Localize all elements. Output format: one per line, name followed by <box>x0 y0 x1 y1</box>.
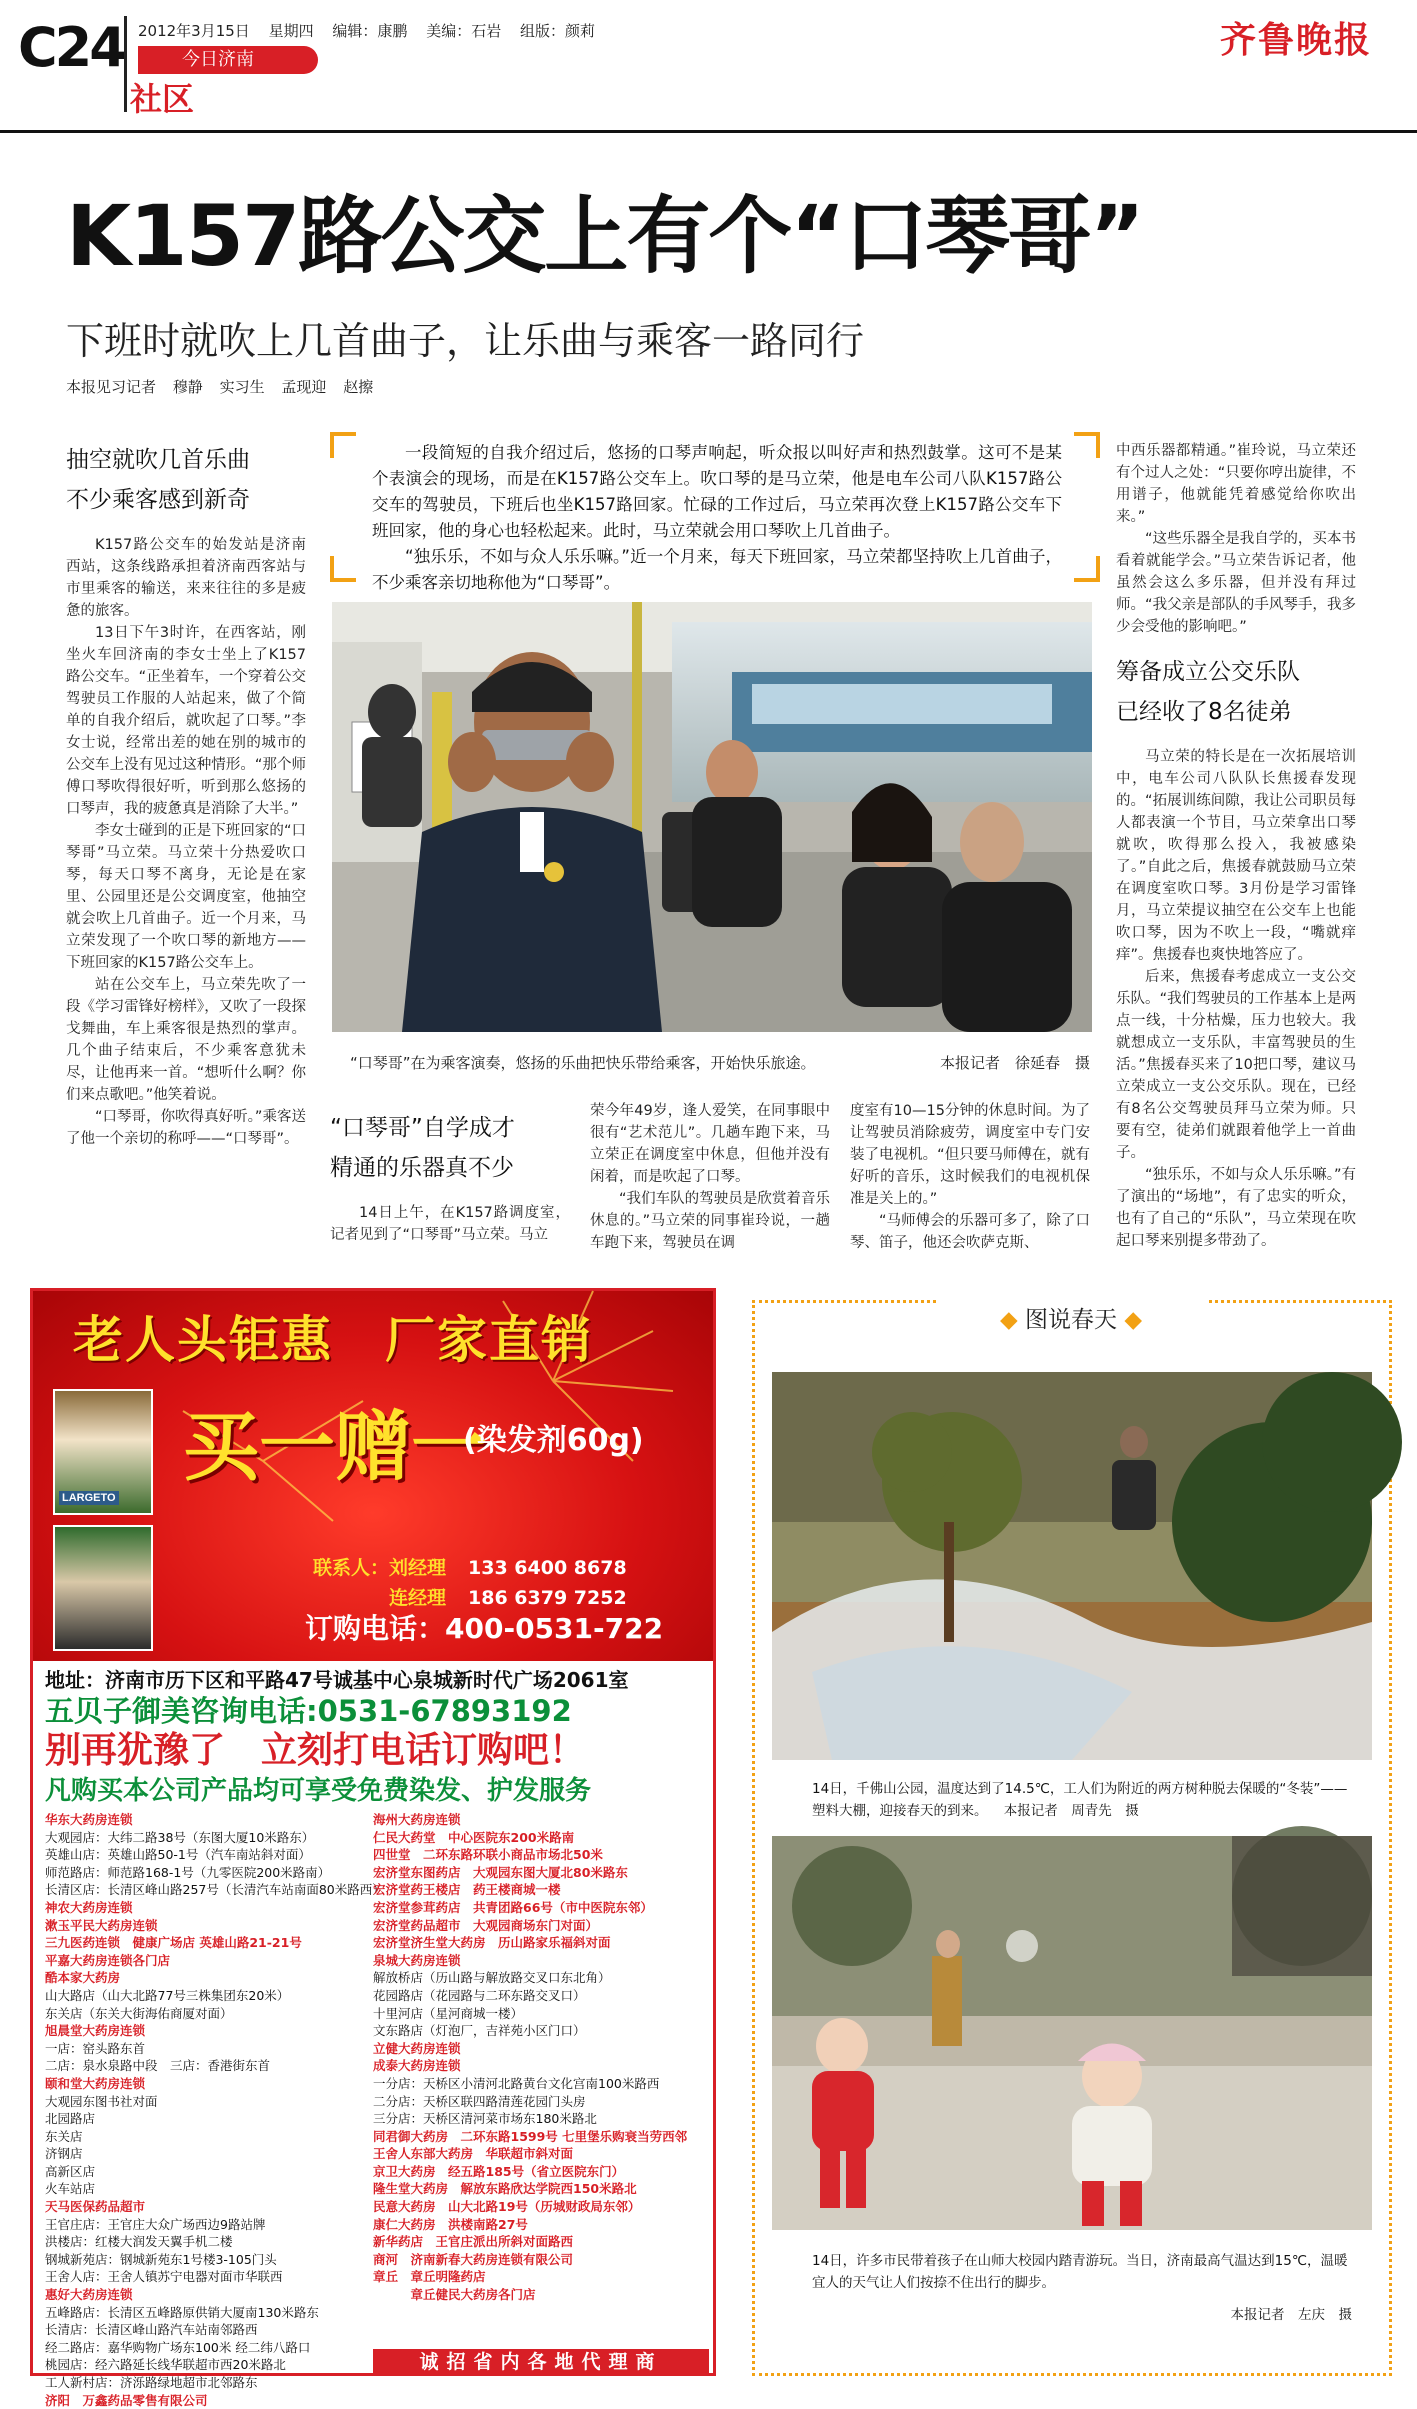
body-paragraph: 马立荣的特长是在一次拓展培训中，电车公司八队队长焦援春发现的。“拓展训练间隙，我让公司职员每人都表演一个节目，马立荣拿出口琴就吹，吹得那么投入，我被感染了。”自此之后，焦援春就鼓励马立荣在调度室吹口琴。3月份是学习雷锋月，马立荣提议抽空在公交车上也能吹口琴，因为不吹上一段，“嘴就痒痒”。焦援春也爽快地答应了。 <box>1116 749 1356 963</box>
store-chain-name: 商河 济南新春大药房连锁有限公司 <box>373 2251 574 2267</box>
store-chain-name: 仁民大药堂 中心医院东200米路南 <box>373 1829 575 1845</box>
ad-consult-phone: 五贝子御美咨询电话:0531-67893192 <box>45 1694 572 1728</box>
product-brand: LARGETO <box>59 1491 119 1505</box>
store-address: 工人新村店：济泺路绿地超市北邻路东 <box>45 2375 258 2390</box>
ad-free-service: 凡购买本公司产品均可享受免费染发、护发服务 <box>45 1776 592 1806</box>
issue-date: 2012年3月15日 <box>138 22 250 40</box>
park-photo <box>772 1372 1372 1760</box>
store-address: 济钢店 <box>45 2146 83 2162</box>
store-chain-name: 惠好大药房连锁 <box>45 2287 133 2303</box>
body-paragraph: “马师傅会的乐器可多了，除了口琴、笛子，他还会吹萨克斯、 <box>850 1213 1090 1251</box>
park-photo-caption <box>812 1778 1352 1822</box>
bus-photo-illustration <box>332 602 1092 1032</box>
store-address: 经二路店：嘉华购物广场东100米 经二纬八路口 <box>45 2339 311 2355</box>
article-column-2 <box>330 1108 570 1246</box>
intro-paragraph: 一段简短的自我介绍过后，悠扬的口琴声响起，听众报以叫好声和热烈鼓掌。这可不是某个表演会的现场，而是在K157路公交车上。吹口琴的是马立荣，他是电车公司八队K157路公交车的驾驶员，下班后也坐K157路回家。忙碌的工作过后，马立荣再次登上K157路公交车下班回家，他的身心也轻松起来。此时，马立荣就会用口琴吹上几首曲子。 <box>372 443 1062 540</box>
product-box-image <box>53 1525 153 1651</box>
product-box-image <box>53 1389 153 1515</box>
body-paragraph: “独乐乐，不如与众人乐乐嘛。”有了演出的“场地”，有了忠实的听众，也有了自己的“乐队”，马立荣现在吹起口琴来别提多带劲了。 <box>1116 1167 1356 1249</box>
body-paragraph: “口琴哥，你吹得真好听。”乘客送了他一个亲切的称呼——“口琴哥”。 <box>66 1109 306 1147</box>
store-chain-name: 成泰大药房连锁 <box>373 2058 461 2074</box>
store-address: 高新区店 <box>45 2163 96 2179</box>
caption-text: 14日，许多市民带着孩子在山师大校园内踏青游玩。当日，济南最高气温达到15℃，温暖宜人的天气让人们按捺不住出行的脚步。 <box>812 2253 1348 2291</box>
ad-contacts <box>313 1553 627 1583</box>
page-number: C24 <box>18 16 124 79</box>
article-byline <box>66 376 385 397</box>
body-paragraph: K157路公交车的始发站是济南西站，这条线路承担着济南西客站与市里乘客的输送，来来往往的多是疲惫的旅客。 <box>66 537 306 619</box>
layout-editor-credit: 组版：颜莉 <box>519 22 595 40</box>
store-chain-name: 康仁大药房 洪楼南路27号 <box>373 2216 528 2232</box>
store-address: 洪楼店：红楼大润发天翼手机二楼 <box>45 2234 233 2250</box>
contact-label: 联系人：刘经理 <box>313 1557 447 1579</box>
store-address: 大观园店：大纬二路38号（东图大厦10米路东） <box>45 1829 315 1845</box>
store-chain-name: 海州大药房连锁 <box>373 1812 461 1827</box>
store-address: 花园路店（花园路与二环东路交叉口） <box>373 1987 586 2003</box>
store-chain-name: 天马医保药品超市 <box>45 2199 146 2215</box>
art-editor-credit: 美编：石岩 <box>426 22 502 40</box>
intro-bracket <box>330 556 356 582</box>
body-paragraph: “这些乐器全是我自学的，买本书看着就能学会。”马立荣告诉记者，他虽然会这么多乐器，但并没有拜过师。“我父亲是部队的手风琴手，我多少会受他的影响吧。” <box>1116 531 1356 635</box>
store-chain-name: 宏济堂东图药店 大观园东图大厦北80米路东 <box>373 1864 628 1880</box>
caption-text: “口琴哥”在为乘客演奏，悠扬的乐曲把快乐带给乘客，开始快乐旅途。 <box>350 1054 816 1072</box>
store-chain-name: 漱玉平民大药房连锁 <box>45 1917 158 1933</box>
body-paragraph: “我们车队的驾驶员是欣赏着音乐休息的。”马立荣的同事崔玲说，一趟车跑下来，驾驶员在调 <box>590 1191 830 1251</box>
byline-author: 孟现迎 <box>281 378 327 396</box>
section-tag: 今日济南 <box>138 46 318 74</box>
ad-promo-note: (染发剂60g) <box>463 1423 644 1458</box>
ad-order-phone: 订购电话：400-0531-722 <box>305 1612 664 1645</box>
store-address: 山大路店（山大北路77号三株集团东20米） <box>45 1987 290 2003</box>
ad-title: 老人头钜惠 厂家直销 <box>73 1311 593 1369</box>
store-chain-name: 三九医药连锁 健康广场店 英雄山路21-21号 <box>45 1935 302 1951</box>
store-address: 火车站店 <box>45 2181 96 2197</box>
intro-bracket <box>1074 556 1100 582</box>
column-subhead: 已经收了8名徒弟 <box>1116 699 1292 725</box>
store-chain-name: 泉城大药房连锁 <box>373 1952 461 1968</box>
picture-feature-title <box>936 1300 1206 1340</box>
store-chain-name: 宏济堂参茸药店 共青团路66号（市中医院东邻） <box>373 1899 653 1915</box>
bus-photo <box>332 602 1092 1032</box>
store-address: 英雄山店：英雄山路50-1号（汽车南站斜对面） <box>45 1847 311 1863</box>
campus-photo-caption <box>812 2250 1352 2326</box>
store-chain-name: 宏济堂济生堂大药房 历山路家乐福斜对面 <box>373 1935 611 1951</box>
photo-credit: 本报记者 左庆 摄 <box>1230 2307 1352 2323</box>
campus-photo-illustration <box>772 1836 1372 2230</box>
store-address: 东关店 <box>45 2128 83 2144</box>
store-list-left <box>45 1811 385 2409</box>
byline-role: 本报见习记者 <box>66 378 157 396</box>
store-chain-name: 酷本家大药房 <box>45 1970 121 1986</box>
store-address: 一分店：天桥区小清河北路黄台文化宫南100米路西 <box>373 2075 660 2091</box>
store-chain-name: 旭晨堂大药房连锁 <box>45 2023 146 2039</box>
store-address: 解放桥店（历山路与解放路交叉口东北角） <box>373 1970 611 1986</box>
article-column-5 <box>1116 440 1356 1252</box>
diamond-icon: ◆ <box>1124 1307 1143 1333</box>
article-column-1 <box>66 440 306 1150</box>
column-subhead: 筹备成立公交乐队 <box>1116 659 1300 685</box>
store-address: 文东路店（灯泡厂，吉祥苑小区门口） <box>373 2023 586 2039</box>
store-address: 王舍人店：王舍人镇苏宁电器对面市华联西 <box>45 2269 283 2285</box>
store-address: 三分店：天桥区清河菜市场东180米路北 <box>373 2111 597 2127</box>
body-paragraph: 13日下午3时许，在西客站，刚坐火车回济南的李女士坐上了K157路公交车。“正坐着车，一个穿着公交驾驶员工作服的人站起来，做了个简单的自我介绍后，就吹起了口琴。”李女士说，经常出差的她在别的城市的公交车上没有见过这种情形。“那个师傅口琴吹得很好听，听到那么悠扬的口琴声，我的疲惫真是消除了大半。” <box>66 625 306 817</box>
store-address: 五峰路店：长清区五峰路原供销大厦南130米路东 <box>45 2304 319 2320</box>
article-column-4 <box>850 1100 1090 1254</box>
store-address: 东关店（东关大街海佑商厦对面） <box>45 2005 233 2021</box>
store-chain-name: 章丘 章丘明隆药店 <box>373 2269 486 2285</box>
campus-photo <box>772 1836 1372 2230</box>
store-chain-name: 同君御大药房 二环东路1599号 七里堡乐购衰当劳西邻 <box>373 2128 688 2144</box>
column-subhead: 不少乘客感到新奇 <box>66 487 250 513</box>
intro-bracket <box>1074 432 1100 458</box>
article-subheadline: 下班时就吹上几首曲子，让乐曲与乘客一路同行 <box>66 319 865 363</box>
contact-label: 连经理 <box>389 1587 447 1609</box>
store-address: 二店：泉水泉路中段 三店：香港街东首 <box>45 2058 271 2074</box>
store-address: 长清区店：长清区峰山路257号（长清汽车站南面80米路西） <box>45 1882 385 1898</box>
body-paragraph: 后来，焦援春考虑成立一支公交乐队。“我们驾驶员的工作基本上是两点一线，十分枯燥，压力也较大。我就想成立一支乐队，丰富驾驶员的生活。”焦援春买来了10把口琴，建议马立荣成立一支公交乐队。现在，已经有8名公交驾驶员拜马立荣为师。只要有空，徒弟们就跟着他学上一首曲子。 <box>1116 969 1356 1161</box>
store-address: 一店：窑头路东首 <box>45 2040 146 2056</box>
column-subhead: 抽空就吹几首乐曲 <box>66 447 250 473</box>
store-list-right <box>373 1811 687 2304</box>
issue-meta <box>138 20 609 41</box>
store-chain-name: 京卫大药房 经五路185号（省立医院东门） <box>373 2163 625 2179</box>
store-address: 北园路店 <box>45 2111 96 2127</box>
contact-phone: 186 6379 7252 <box>468 1587 627 1609</box>
store-chain-name: 王舍人东部大药房 华联超市斜对面 <box>373 2146 574 2162</box>
store-chain-name: 平嘉大药房连锁各门店 <box>45 1952 171 1968</box>
byline-role: 实习生 <box>219 378 265 396</box>
store-chain-name: 立健大药房连锁 <box>373 2040 461 2056</box>
header-rule <box>0 130 1417 133</box>
body-paragraph: 中西乐器都精通。”崔玲说，马立荣还有个过人之处：“只要你哼出旋律，不用谱子，他就能凭着感觉给你吹出来。” <box>1116 443 1356 525</box>
body-paragraph: 站在公交车上，马立荣先吹了一段《学习雷锋好榜样》，又吹了一段探戈舞曲，车上乘客很是热烈的掌声。几个曲子结束后，不少乘客意犹未尽，让他再来一首。“想听什么啊？你们来点歌吧。”他笑着说。 <box>66 977 306 1103</box>
body-paragraph: 度室有10—15分钟的休息时间。为了让驾驶员消除疲劳，调度室中专门安装了电视机。“但只要马师傅在，就有好听的音乐，这时候我们的电视机保准是关上的。” <box>850 1103 1090 1207</box>
body-paragraph: 李女士碰到的正是下班回家的“口琴哥”马立荣。马立荣十分热爱吹口琴，每天口琴不离身，无论是在家里、公园里还是公交调度室，他抽空就会吹上几首曲子。近一个月来，马立荣发现了一个吹口琴的新地方——下班回家的K157路公交车上。 <box>66 823 306 971</box>
byline-author: 穆静 <box>172 378 203 396</box>
body-paragraph: 荣今年49岁，逢人爱笑，在同事眼中很有“艺术范儿”。几趟车跑下来，马立荣正在调度室中休息，但他并没有闲着，而是吹起了口琴。 <box>590 1103 830 1185</box>
article-intro <box>372 440 1062 596</box>
photo-credit: 本报记者 周青先 摄 <box>1003 1803 1139 1819</box>
caption-text: 14日，千佛山公园，温度达到了14.5℃，工人们为附近的两方树种脱去保暖的“冬装”——塑料大棚，迎接春天的到来。 <box>812 1781 1348 1819</box>
ad-footer: 诚招省内各地代理商 <box>373 2349 709 2375</box>
store-chain-name: 济阳 万鑫药品零售有限公司 <box>45 2392 208 2408</box>
store-address: 大观园东图书社对面 <box>45 2093 158 2109</box>
column-subhead: 精通的乐器真不少 <box>330 1155 514 1181</box>
store-chain-name: 章丘健民大药房各门店 <box>373 2287 536 2303</box>
store-chain-name: 四世堂 二环东路环联小商品市场北50米 <box>373 1847 603 1863</box>
store-address: 王官庄店：王官庄大众广场西边9路站牌 <box>45 2216 266 2232</box>
section-name: 社区 <box>130 80 195 118</box>
store-chain-name: 新华药店 王官庄派出所斜对面路西 <box>373 2234 574 2250</box>
diamond-icon: ◆ <box>999 1307 1018 1333</box>
store-address: 师范路店：师范路168-1号（九零医院200米路南） <box>45 1864 331 1880</box>
store-chain-name: 颐和堂大药房连锁 <box>45 2075 146 2091</box>
store-address: 长清店：长清区峰山路汽车站南邻路西 <box>45 2322 258 2338</box>
header-divider <box>124 16 127 112</box>
issue-weekday: 星期四 <box>268 22 314 40</box>
body-paragraph: 14日上午，在K157路调度室，记者见到了“口琴哥”马立荣。马立 <box>330 1205 570 1243</box>
column-subhead: “口琴哥”自学成才 <box>330 1115 515 1141</box>
ad-banner <box>33 1291 713 1661</box>
ad-promo: 买一赠一 <box>183 1402 487 1491</box>
bus-photo-caption <box>350 1052 1090 1073</box>
byline-author: 赵擦 <box>343 378 374 396</box>
store-chain-name: 民意大药房 山大北路19号（历城财政局东邻） <box>373 2199 641 2215</box>
park-photo-illustration <box>772 1372 1372 1760</box>
article-column-3 <box>590 1100 830 1254</box>
store-chain-name: 隆生堂大药房 解放东路欣达学院西150米路北 <box>373 2181 637 2197</box>
intro-bracket <box>330 432 356 458</box>
store-chain-name: 宏济堂药王楼店 药王楼商城一楼 <box>373 1882 561 1898</box>
ad-address: 地址：济南市历下区和平路47号诚基中心泉城新时代广场2061室 <box>45 1668 629 1692</box>
hair-dye-advertisement <box>30 1288 716 2408</box>
photo-credit: 本报记者 徐延春 摄 <box>939 1054 1090 1072</box>
store-chain-name: 华东大药房连锁 <box>45 1812 133 1827</box>
feature-title-text: 图说春天 <box>1025 1307 1117 1333</box>
store-address: 二分店：天桥区联四路清莲花园门头房 <box>373 2093 586 2109</box>
article-headline: K157路公交上有个“口琴哥” <box>66 187 1143 285</box>
ad-call-to-action: 别再犹豫了 立刻打电话订购吧！ <box>45 1730 586 1771</box>
store-address: 钢城新苑店：钢城新苑东1号楼3-105门头 <box>45 2251 277 2267</box>
store-chain-name: 神农大药房连锁 <box>45 1899 133 1915</box>
store-chain-name: 宏济堂药品超市 大观园商场东门对面） <box>373 1917 599 1933</box>
intro-paragraph: “独乐乐，不如与众人乐乐嘛。”近一个月来，每天下班回家，马立荣都坚持吹上几首曲子，不少乘客亲切地称他为“口琴哥”。 <box>372 547 1062 592</box>
editor-credit: 编辑：康鹏 <box>332 22 408 40</box>
store-address: 桃园店：经六路延长线华联超市西20米路北 <box>45 2357 286 2373</box>
newspaper-logo: 齐鲁晚报 <box>1220 19 1373 61</box>
store-address: 十里河店（星河商城一楼） <box>373 2005 524 2021</box>
contact-phone: 133 6400 8678 <box>468 1557 627 1579</box>
